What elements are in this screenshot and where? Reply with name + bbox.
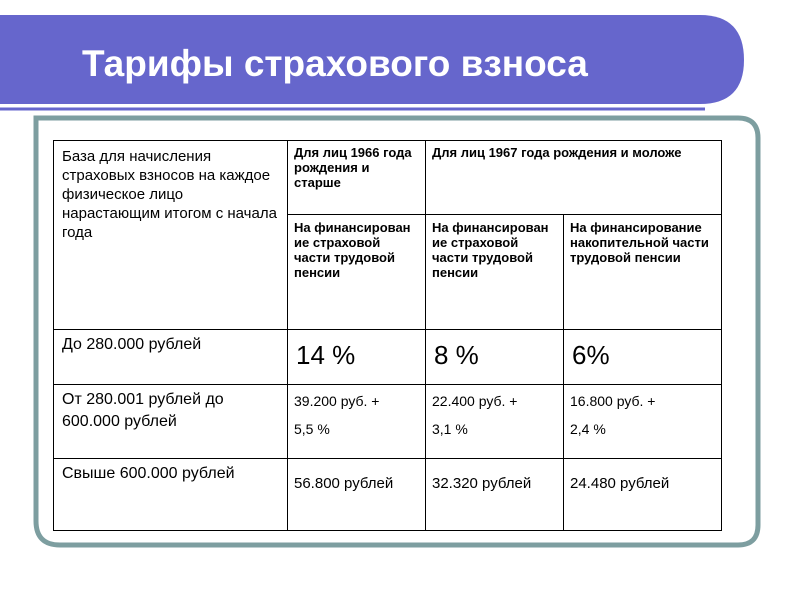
amount-cell: 56.800 рублей (288, 459, 426, 531)
row-label: От 280.001 рублей до 600.000 рублей (54, 385, 288, 459)
younger-group-header: Для лиц 1967 года рождения и моложе (426, 141, 722, 215)
formula-amount: 22.400 руб. + (432, 393, 518, 409)
formula-rate: 5,5 % (294, 421, 330, 437)
subheader-younger-insurance: На финансирован ие страховой части трудовой пенсии (426, 215, 564, 330)
formula-rate: 2,4 % (570, 421, 606, 437)
formula-cell (564, 385, 722, 459)
formula-cell (426, 385, 564, 459)
formula-cell (288, 385, 426, 459)
subheader-younger-funded: На финансирование накопительной части трудовой пенсии (564, 215, 722, 330)
formula-amount: 39.200 руб. + (294, 393, 380, 409)
amount-cell: 32.320 рублей (426, 459, 564, 531)
rate-cell: 14 % (288, 330, 426, 385)
amount-cell: 24.480 рублей (564, 459, 722, 531)
rate-cell: 6% (564, 330, 722, 385)
table-row (54, 459, 722, 531)
row-label: До 280.000 рублей (54, 330, 288, 385)
base-header-cell: База для начисления страховых взносов на каждое физическое лицо нарастающим итогом с начала года (54, 141, 288, 330)
tariff-table (53, 140, 722, 531)
rate-cell: 8 % (426, 330, 564, 385)
table-row (54, 385, 722, 459)
row-label: Свыше 600.000 рублей (54, 459, 288, 531)
older-group-header: Для лиц 1966 года рождения и старше (288, 141, 426, 215)
page-title: Тарифы страхового взноса (82, 43, 588, 84)
table-row (54, 330, 722, 385)
formula-amount: 16.800 руб. + (570, 393, 656, 409)
subheader-older-insurance: На финансирован ие страховой части трудовой пенсии (288, 215, 426, 330)
formula-rate: 3,1 % (432, 421, 468, 437)
table-header-row (54, 141, 722, 215)
